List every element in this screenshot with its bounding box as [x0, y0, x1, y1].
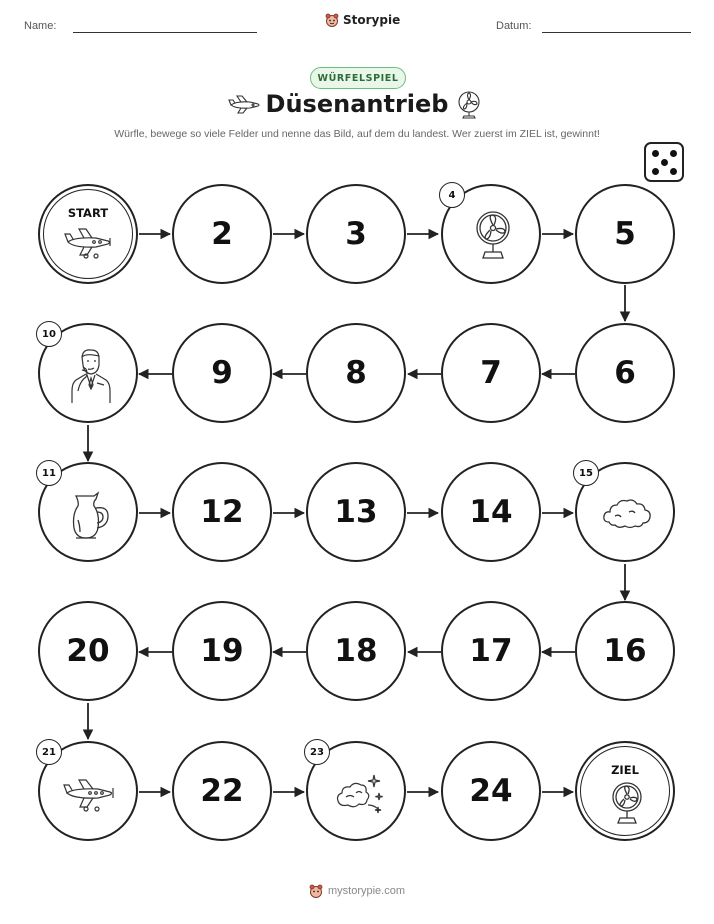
name-label: Name: [24, 20, 57, 32]
page-title: Düsenantrieb [265, 90, 449, 118]
board-space: 24 [441, 741, 541, 841]
finish-label: ZIEL [611, 763, 639, 777]
board-space-picture [38, 741, 138, 841]
board-space-picture [306, 741, 406, 841]
space-number-tag: 4 [439, 182, 465, 208]
cloud-icon [601, 496, 653, 532]
pitcher-icon [66, 490, 114, 542]
board-space: 20 [38, 601, 138, 701]
board-space-picture [38, 462, 138, 562]
space-number-tag: 15 [573, 460, 599, 486]
fan-icon [609, 781, 645, 827]
thinking-man-icon [66, 347, 116, 405]
space-number-tag: 23 [304, 739, 330, 765]
board-space: 9 [172, 323, 272, 423]
footer-url[interactable]: mystorypie.com [327, 885, 406, 897]
board-space-picture [441, 184, 541, 284]
start-label: START [67, 206, 109, 220]
board-space: 3 [306, 184, 406, 284]
board-space: 19 [172, 601, 272, 701]
airplane-icon [62, 777, 118, 813]
board-space-picture [575, 462, 675, 562]
board-space-start [38, 184, 138, 284]
board-space: 14 [441, 462, 541, 562]
space-number-tag: 10 [36, 321, 62, 347]
instructions: Würfle, bewege so viele Felder und nenne das Bild, auf dem du landest. Wer zuerst im ZIEL ist, gewinnt! [114, 128, 600, 140]
game-type-badge: WÜRFELSPIEL [310, 67, 406, 89]
board-space-finish [575, 741, 675, 841]
board-space: 2 [172, 184, 272, 284]
board-space: 22 [172, 741, 272, 841]
board-space-picture [38, 323, 138, 423]
board-space: 18 [306, 601, 406, 701]
fan-icon [473, 210, 513, 262]
board-space: 7 [441, 323, 541, 423]
board-space: 6 [575, 323, 675, 423]
board-space: 13 [306, 462, 406, 562]
board-space: 5 [575, 184, 675, 284]
brand-name: Storypie [343, 13, 401, 27]
board-space: 8 [306, 323, 406, 423]
airplane-icon [64, 226, 114, 260]
space-number-tag: 21 [36, 739, 62, 765]
space-number-tag: 11 [36, 460, 62, 486]
footer [0, 884, 714, 898]
date-label: Datum: [496, 20, 532, 32]
board-space: 16 [575, 601, 675, 701]
board-space: 12 [172, 462, 272, 562]
board-space: 17 [441, 601, 541, 701]
storypie-mascot-icon [309, 884, 323, 898]
whoosh-icon [334, 771, 386, 817]
